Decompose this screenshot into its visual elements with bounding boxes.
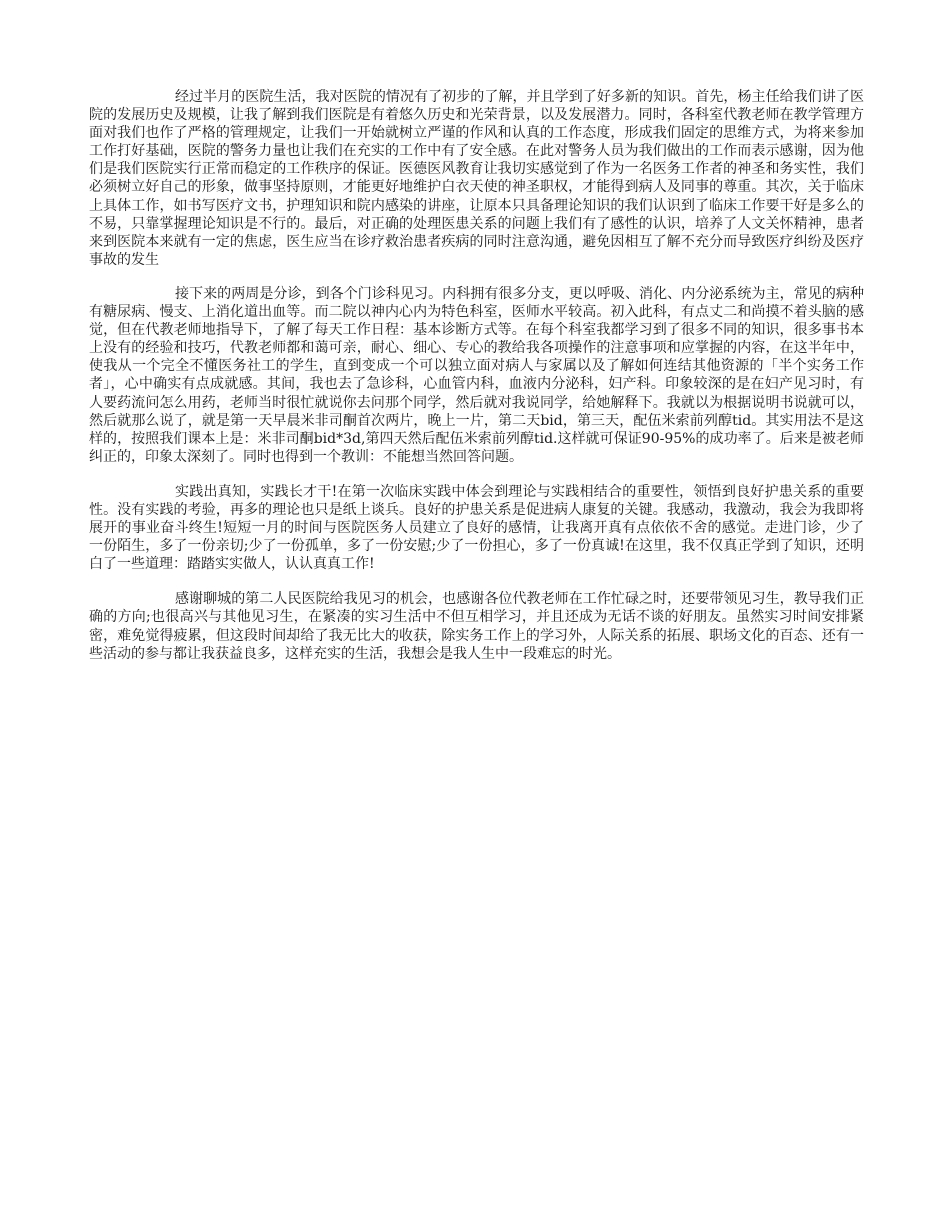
paragraph-orientation: 经过半月的医院生活，我对医院的情况有了初步的了解，并且学到了好多新的知识。首先，杨主任给我们讲了医院的发展历史及规模，让我了解到我们医院是有着悠久历史和光荣背景，以及发展潜力。同时，各科室代教老师在教学管理方面对我们也作了严格的管理规定，让我们一开始就树立严谨的作风和认真的工作态度，形成我们固定的思维方式，为将来参加工作打好基础，医院的警务力量也让我们在充实的工作中有了安全感。在此对警务人员为我们做出的工作而表示感谢，因为他们是我们医院实行正常而稳定的工作秩序的保证。医德医风教育让我切实感觉到了作为一名医务工作者的神圣和务实性，我们必须树立好自己的形象，做事坚持原则，才能更好地维护白衣天使的神圣职权，才能得到病人及同事的尊重。其次，关于临床上具体工作，如书写医疗文书，护理知识和院内感染的讲座，让原本只具备理论知识的我们认识到了临床工作要干好是多么的不易，只靠掌握理论知识是不行的。最后，对正确的处理医患关系的问题上我们有了感性的认识，培养了人文关怀精神，患者来到医院本来就有一定的焦虑，医生应当在诊疗救治患者疾病的同时注意沟通，避免因相互了解不充分而导致医疗纠纷及医疗事故的发生 — [89, 89, 864, 268]
document-body — [89, 88, 864, 676]
paragraph-acknowledgement: 感谢聊城的第二人民医院给我见习的机会，也感谢各位代教老师在工作忙碌之时，还要带领见习生，教导我们正确的方向;也很高兴与其他见习生，在紧凑的实习生活中不但互相学习，并且还成为无话不谈的好朋友。虽然实习时间安排紧密，难免觉得疲累，但这段时间却给了我无比大的收获，除实务工作上的学习外，人际关系的拓展、职场文化的百态、还有一些活动的参与都让我获益良多，这样充实的生活，我想会是我人生中一段难忘的时光。 — [89, 591, 864, 662]
paragraph-outpatient-rotation: 接下来的两周是分诊，到各个门诊科见习。内科拥有很多分支，更以呼吸、消化、内分泌系统为主，常见的病种有糖尿病、慢支、上消化道出血等。而二院以神内心内为特色科室，医师水平较高。初入此科，有点丈二和尚摸不着头脑的感觉，但在代教老师地指导下，了解了每天工作日程：基本诊断方式等。在每个科室我都学习到了很多不同的知识，很多事书本上没有的经验和技巧，代教老师都和蔼可亲，耐心、细心、专心的教给我各项操作的注意事项和应掌握的内容，在这半年中，使我从一个完全不懂医务社工的学生，直到变成一个可以独立面对病人与家属以及了解如何连结其他资源的「半个实务工作者」，心中确实有点成就感。其间，我也去了急诊科，心血管内科，血液内分泌科，妇产科。印象较深的是在妇产见习时，有人要药流问怎么用药，老师当时很忙就说你去问那个同学，然后就对我说同学，给她解释下。我就以为根据说明书说就可以，然后就那么说了，就是第一天早晨米非司酮首次两片，晚上一片，第二天bid，第三天，配伍米索前列醇tid。其实用法不是这样的，按照我们课本上是：米非司酮bid*3d,第四天然后配伍米索前列醇tid.这样就可保证90-95%的成功率了。后来是被老师纠正的，印象太深刻了。同时也得到一个教训：不能想当然回答问题。 — [89, 285, 864, 465]
paragraph-practice-reflection: 实践出真知，实践长才干!在第一次临床实践中体会到理论与实践相结合的重要性，领悟到良好护患关系的重要性。没有实践的考验，再多的理论也只是纸上谈兵。良好的护患关系是促进病人康复的关键。我感动，我激动，我会为我即将展开的事业奋斗终生!短短一月的时间与医院医务人员建立了良好的感情，让我离开真有点依依不舍的感觉。走进门诊，少了一份陌生，多了一份亲切;少了一份孤单，多了一份安慰;少了一份担心，多了一份真诚!在这里，我不仅真正学到了知识，还明白了一些道理：踏踏实实做人，认认真真工作! — [89, 483, 864, 573]
